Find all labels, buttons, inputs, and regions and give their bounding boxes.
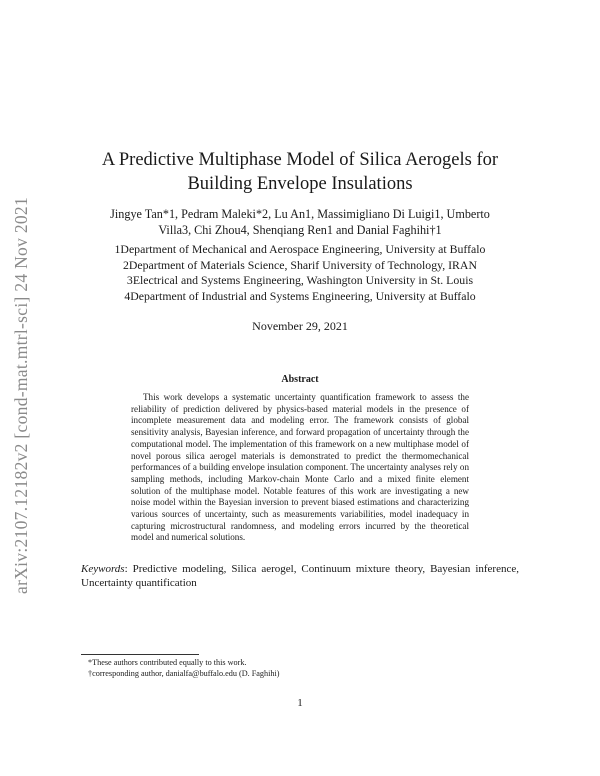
keywords-label: Keywords [81, 563, 125, 575]
affiliation: 3Electrical and Systems Engineering, Washington University in St. Louis [126, 273, 474, 287]
author-line: Villa3, Chi Zhou4, Shenqiang Ren1 and Danial Faghihi†1 [158, 223, 442, 237]
footnote: *These authors contributed equally to this work. [88, 658, 247, 667]
arxiv-identifier: arXiv:2107.12182v2 [cond-mat.mtrl-sci] 24 Nov 2021 [11, 196, 31, 594]
keywords-text: : Predictive modeling, Silica aerogel, Continuum mixture theory, Bayesian inference, Uncertainty quantification [81, 563, 519, 589]
publication-date: November 29, 2021 [252, 319, 348, 333]
author-line: Jingye Tan*1, Pedram Maleki*2, Lu An1, Massimigliano Di Luigi1, Umberto [110, 207, 490, 221]
affiliation: 1Department of Mechanical and Aerospace Engineering, University at Buffalo [114, 242, 486, 256]
affiliation: 2Department of Materials Science, Sharif University of Technology, IRAN [123, 257, 477, 272]
title-line: Building Envelope Insulations [187, 174, 413, 194]
paper-title [80, 148, 520, 196]
affiliation: 4Department of Industrial and Systems Engineering, University at Buffalo [124, 288, 476, 303]
affiliation-list [60, 242, 540, 304]
footnote-rule [81, 654, 199, 655]
author-list [100, 206, 500, 238]
abstract-heading: Abstract [281, 374, 319, 385]
title-line: A Predictive Multiphase Model of Silica Aerogels for [101, 150, 499, 170]
abstract-text: This work develops a systematic uncertainty quantification framework to assess the reliability of prediction delivered by physics-based material models in the presence of incomplete measurement data and modeling error. The framework consists of global sensitivity analysis, Bayesian inference, and forward propagation of uncertainty through the computational model. The implementation of this framework on a new multiphase model of novel porous silica aerogel materials is demonstrated to predict the thermomechanical performances of a building envelope insulation component. The uncertainty analyses rely on sampling methods, including Markov-chain Monte Carlo and a mixed finite element solution of the multiphase model. Notable features of this work are investigating a new noise model within the Bayesian inversion to prevent biased estimations and characterizing various sources of uncertainty, such as measurements variabilities, model inadequacy in capturing microstructural randomness, and modeling errors incurred by the theoretical model and numerical solutions. [131, 392, 469, 543]
footnotes [88, 657, 508, 679]
keywords [81, 562, 519, 590]
page-number: 1 [297, 697, 303, 709]
footnote: †corresponding author, danialfa@buffalo.edu (D. Faghihi) [88, 669, 280, 678]
